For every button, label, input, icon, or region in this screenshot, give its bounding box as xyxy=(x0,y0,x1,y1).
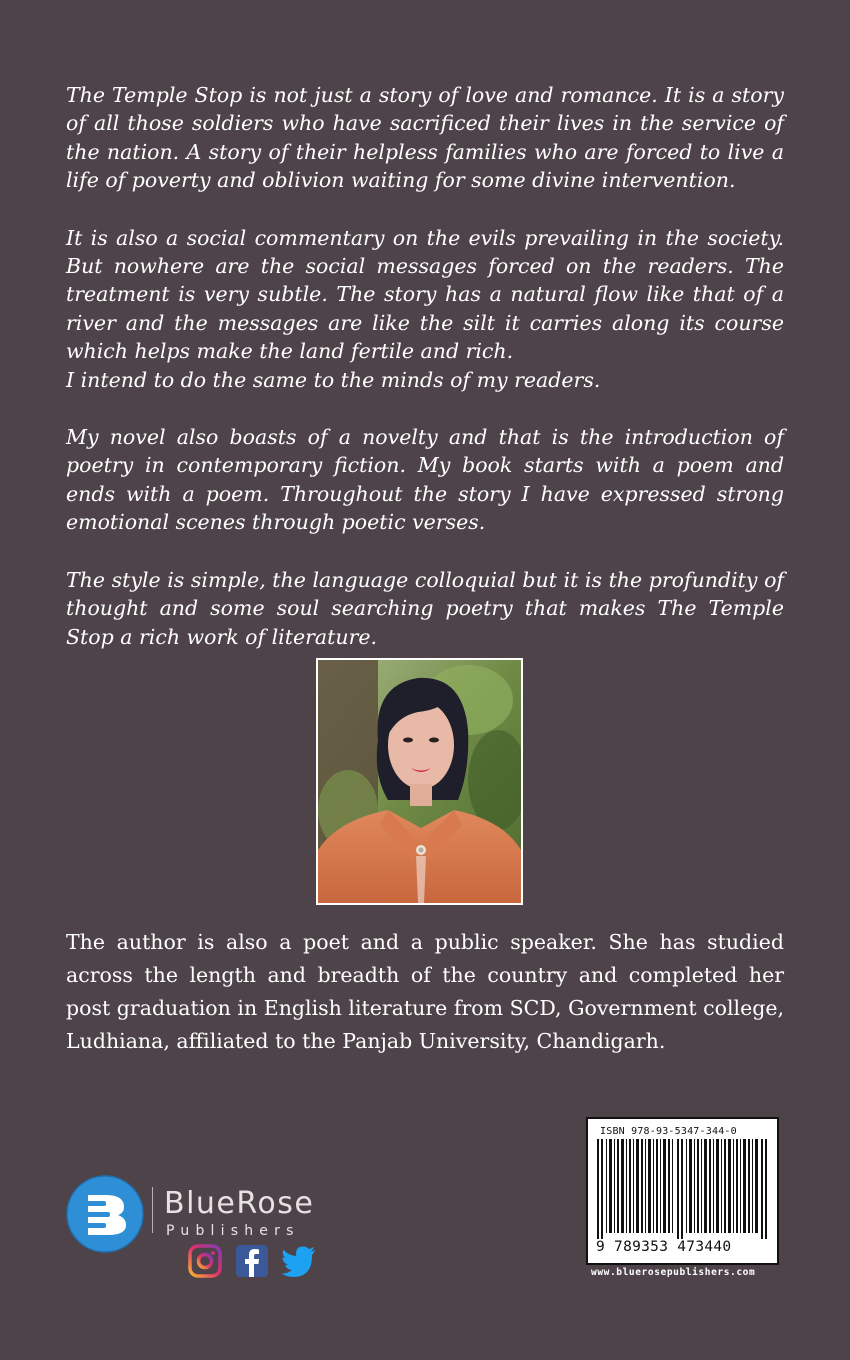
blurb-paragraph-2: It is also a social commentary on the evils prevailing in the society. But nowhere are the social messages forced on the readers. The treatment is very subtle. The story has a natural flow like that of a river and the messages are like the silt it carries along its course which helps make the land fertile and rich. xyxy=(66,225,784,364)
publisher-website[interactable]: www.bluerosepublishers.com xyxy=(591,1267,756,1278)
publisher-subtitle: Publishers xyxy=(166,1223,300,1239)
blurb-paragraph-4: My novel also boasts of a novelty and that is the introduction of poetry in contemporary fiction. My book starts with a poem and ends with a poem. Throughout the story I have expressed strong emotional scenes through poetic verses. xyxy=(66,425,784,535)
blurb-paragraph-5: The style is simple, the language colloquial but it is the profundity of thought and some soul searching poetry that makes The Temple Stop a rich work of literature. xyxy=(66,567,784,649)
barcode-number: 9 789353 473440 xyxy=(596,1239,732,1255)
author-photo xyxy=(316,658,523,905)
instagram-icon[interactable] xyxy=(188,1244,222,1282)
isbn-barcode xyxy=(586,1117,779,1265)
facebook-icon[interactable] xyxy=(235,1244,269,1282)
author-bio: The author is also a poet and a public speaker. She has studied across the length and breadth of the country and completed her post graduation in English literature from SCD, Government college, Ludhiana, affiliated to the Panjab University, Chandigarh. xyxy=(66,930,784,1053)
bluerose-logo-icon xyxy=(66,1175,144,1253)
blurb-paragraph-3: I intend to do the same to the minds of my readers. xyxy=(66,367,601,392)
isbn-label: ISBN 978-93-5347-344-0 xyxy=(600,1126,737,1137)
blurb-paragraph-1: The Temple Stop is not just a story of love and romance. It is a story of all those soldiers who have sacrificed their lives in the service of the nation. A story of their helpless families who are forced to live a life of poverty and oblivion waiting for some divine intervention. xyxy=(66,83,784,193)
back-cover-blurb xyxy=(66,81,784,680)
barcode-bars-icon xyxy=(597,1139,769,1239)
publisher-name: BlueRose xyxy=(164,1186,315,1221)
author-portrait-icon xyxy=(318,660,521,903)
logo-divider xyxy=(152,1187,153,1233)
twitter-icon[interactable] xyxy=(281,1244,317,1282)
